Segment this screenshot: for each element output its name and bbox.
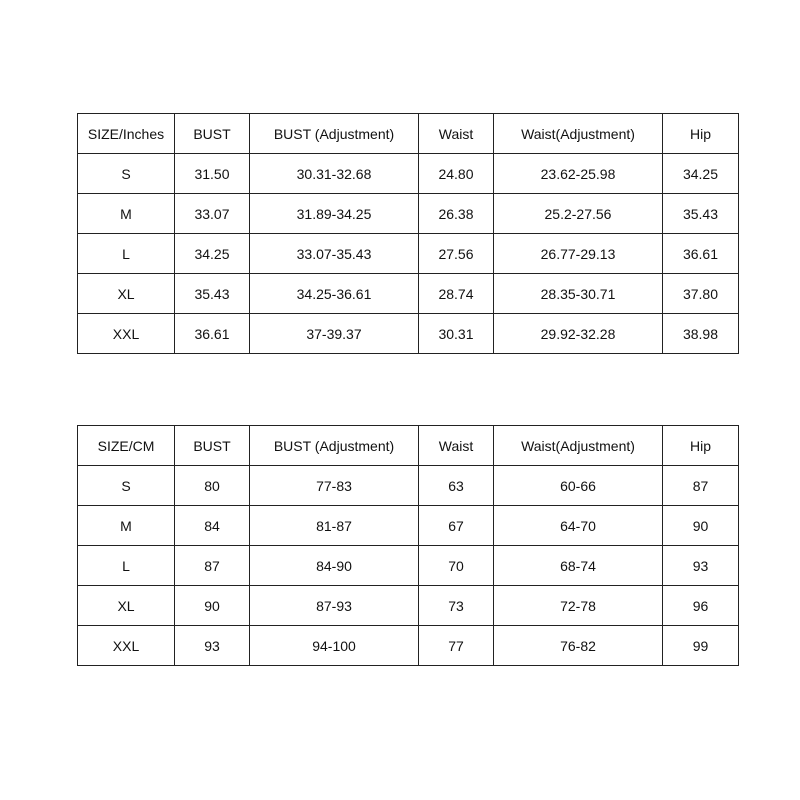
header-waist-adjustment: Waist(Adjustment) [494, 426, 663, 466]
cell-hip: 99 [663, 626, 739, 666]
cell-hip: 90 [663, 506, 739, 546]
cell-waist: 67 [419, 506, 494, 546]
table-row [78, 274, 739, 314]
cell-waist: 63 [419, 466, 494, 506]
cell-hip: 96 [663, 586, 739, 626]
cell-bust: 31.50 [175, 154, 250, 194]
header-size: SIZE/Inches [78, 114, 175, 154]
cell-size: M [78, 506, 175, 546]
cell-waist-adjustment: 64-70 [494, 506, 663, 546]
cell-waist: 77 [419, 626, 494, 666]
cell-waist-adjustment: 68-74 [494, 546, 663, 586]
cell-bust: 84 [175, 506, 250, 546]
cell-hip: 37.80 [663, 274, 739, 314]
cell-hip: 34.25 [663, 154, 739, 194]
header-waist: Waist [419, 114, 494, 154]
size-table-cm [77, 425, 739, 666]
header-size: SIZE/CM [78, 426, 175, 466]
cell-bust-adjustment: 33.07-35.43 [250, 234, 419, 274]
cell-hip: 87 [663, 466, 739, 506]
cell-size: XXL [78, 626, 175, 666]
header-waist-adjustment: Waist(Adjustment) [494, 114, 663, 154]
table-row [78, 506, 739, 546]
cell-size: S [78, 154, 175, 194]
header-hip: Hip [663, 426, 739, 466]
cell-waist-adjustment: 23.62-25.98 [494, 154, 663, 194]
cell-bust-adjustment: 87-93 [250, 586, 419, 626]
table-header-row [78, 114, 739, 154]
header-bust: BUST [175, 426, 250, 466]
header-hip: Hip [663, 114, 739, 154]
cell-bust: 35.43 [175, 274, 250, 314]
table-row [78, 626, 739, 666]
header-bust: BUST [175, 114, 250, 154]
cell-bust-adjustment: 31.89-34.25 [250, 194, 419, 234]
cell-waist-adjustment: 26.77-29.13 [494, 234, 663, 274]
cell-bust: 34.25 [175, 234, 250, 274]
cell-bust-adjustment: 30.31-32.68 [250, 154, 419, 194]
cell-bust-adjustment: 34.25-36.61 [250, 274, 419, 314]
size-table-inches [77, 113, 739, 354]
cell-size: M [78, 194, 175, 234]
cell-hip: 93 [663, 546, 739, 586]
cell-bust: 87 [175, 546, 250, 586]
cell-waist: 70 [419, 546, 494, 586]
cell-waist: 28.74 [419, 274, 494, 314]
cell-waist: 73 [419, 586, 494, 626]
table-row [78, 194, 739, 234]
cell-waist-adjustment: 72-78 [494, 586, 663, 626]
table-row [78, 586, 739, 626]
table-row [78, 314, 739, 354]
cell-bust: 33.07 [175, 194, 250, 234]
cell-bust-adjustment: 77-83 [250, 466, 419, 506]
table-row [78, 154, 739, 194]
cell-waist: 26.38 [419, 194, 494, 234]
cell-hip: 36.61 [663, 234, 739, 274]
cell-bust: 93 [175, 626, 250, 666]
cell-bust: 80 [175, 466, 250, 506]
cell-bust-adjustment: 81-87 [250, 506, 419, 546]
cell-hip: 35.43 [663, 194, 739, 234]
cell-waist-adjustment: 28.35-30.71 [494, 274, 663, 314]
header-bust-adjustment: BUST (Adjustment) [250, 114, 419, 154]
cell-waist: 24.80 [419, 154, 494, 194]
cell-bust-adjustment: 94-100 [250, 626, 419, 666]
table-row [78, 546, 739, 586]
header-waist: Waist [419, 426, 494, 466]
cell-size: XL [78, 586, 175, 626]
cell-size: L [78, 546, 175, 586]
cell-size: XL [78, 274, 175, 314]
table-header-row [78, 426, 739, 466]
cell-bust-adjustment: 37-39.37 [250, 314, 419, 354]
cell-hip: 38.98 [663, 314, 739, 354]
cell-waist: 30.31 [419, 314, 494, 354]
cell-waist-adjustment: 29.92-32.28 [494, 314, 663, 354]
table-row [78, 466, 739, 506]
cell-waist-adjustment: 25.2-27.56 [494, 194, 663, 234]
table-row [78, 234, 739, 274]
cell-bust-adjustment: 84-90 [250, 546, 419, 586]
cell-waist: 27.56 [419, 234, 494, 274]
cell-bust: 90 [175, 586, 250, 626]
header-bust-adjustment: BUST (Adjustment) [250, 426, 419, 466]
cell-waist-adjustment: 60-66 [494, 466, 663, 506]
cell-size: S [78, 466, 175, 506]
cell-bust: 36.61 [175, 314, 250, 354]
cell-size: L [78, 234, 175, 274]
cell-size: XXL [78, 314, 175, 354]
cell-waist-adjustment: 76-82 [494, 626, 663, 666]
